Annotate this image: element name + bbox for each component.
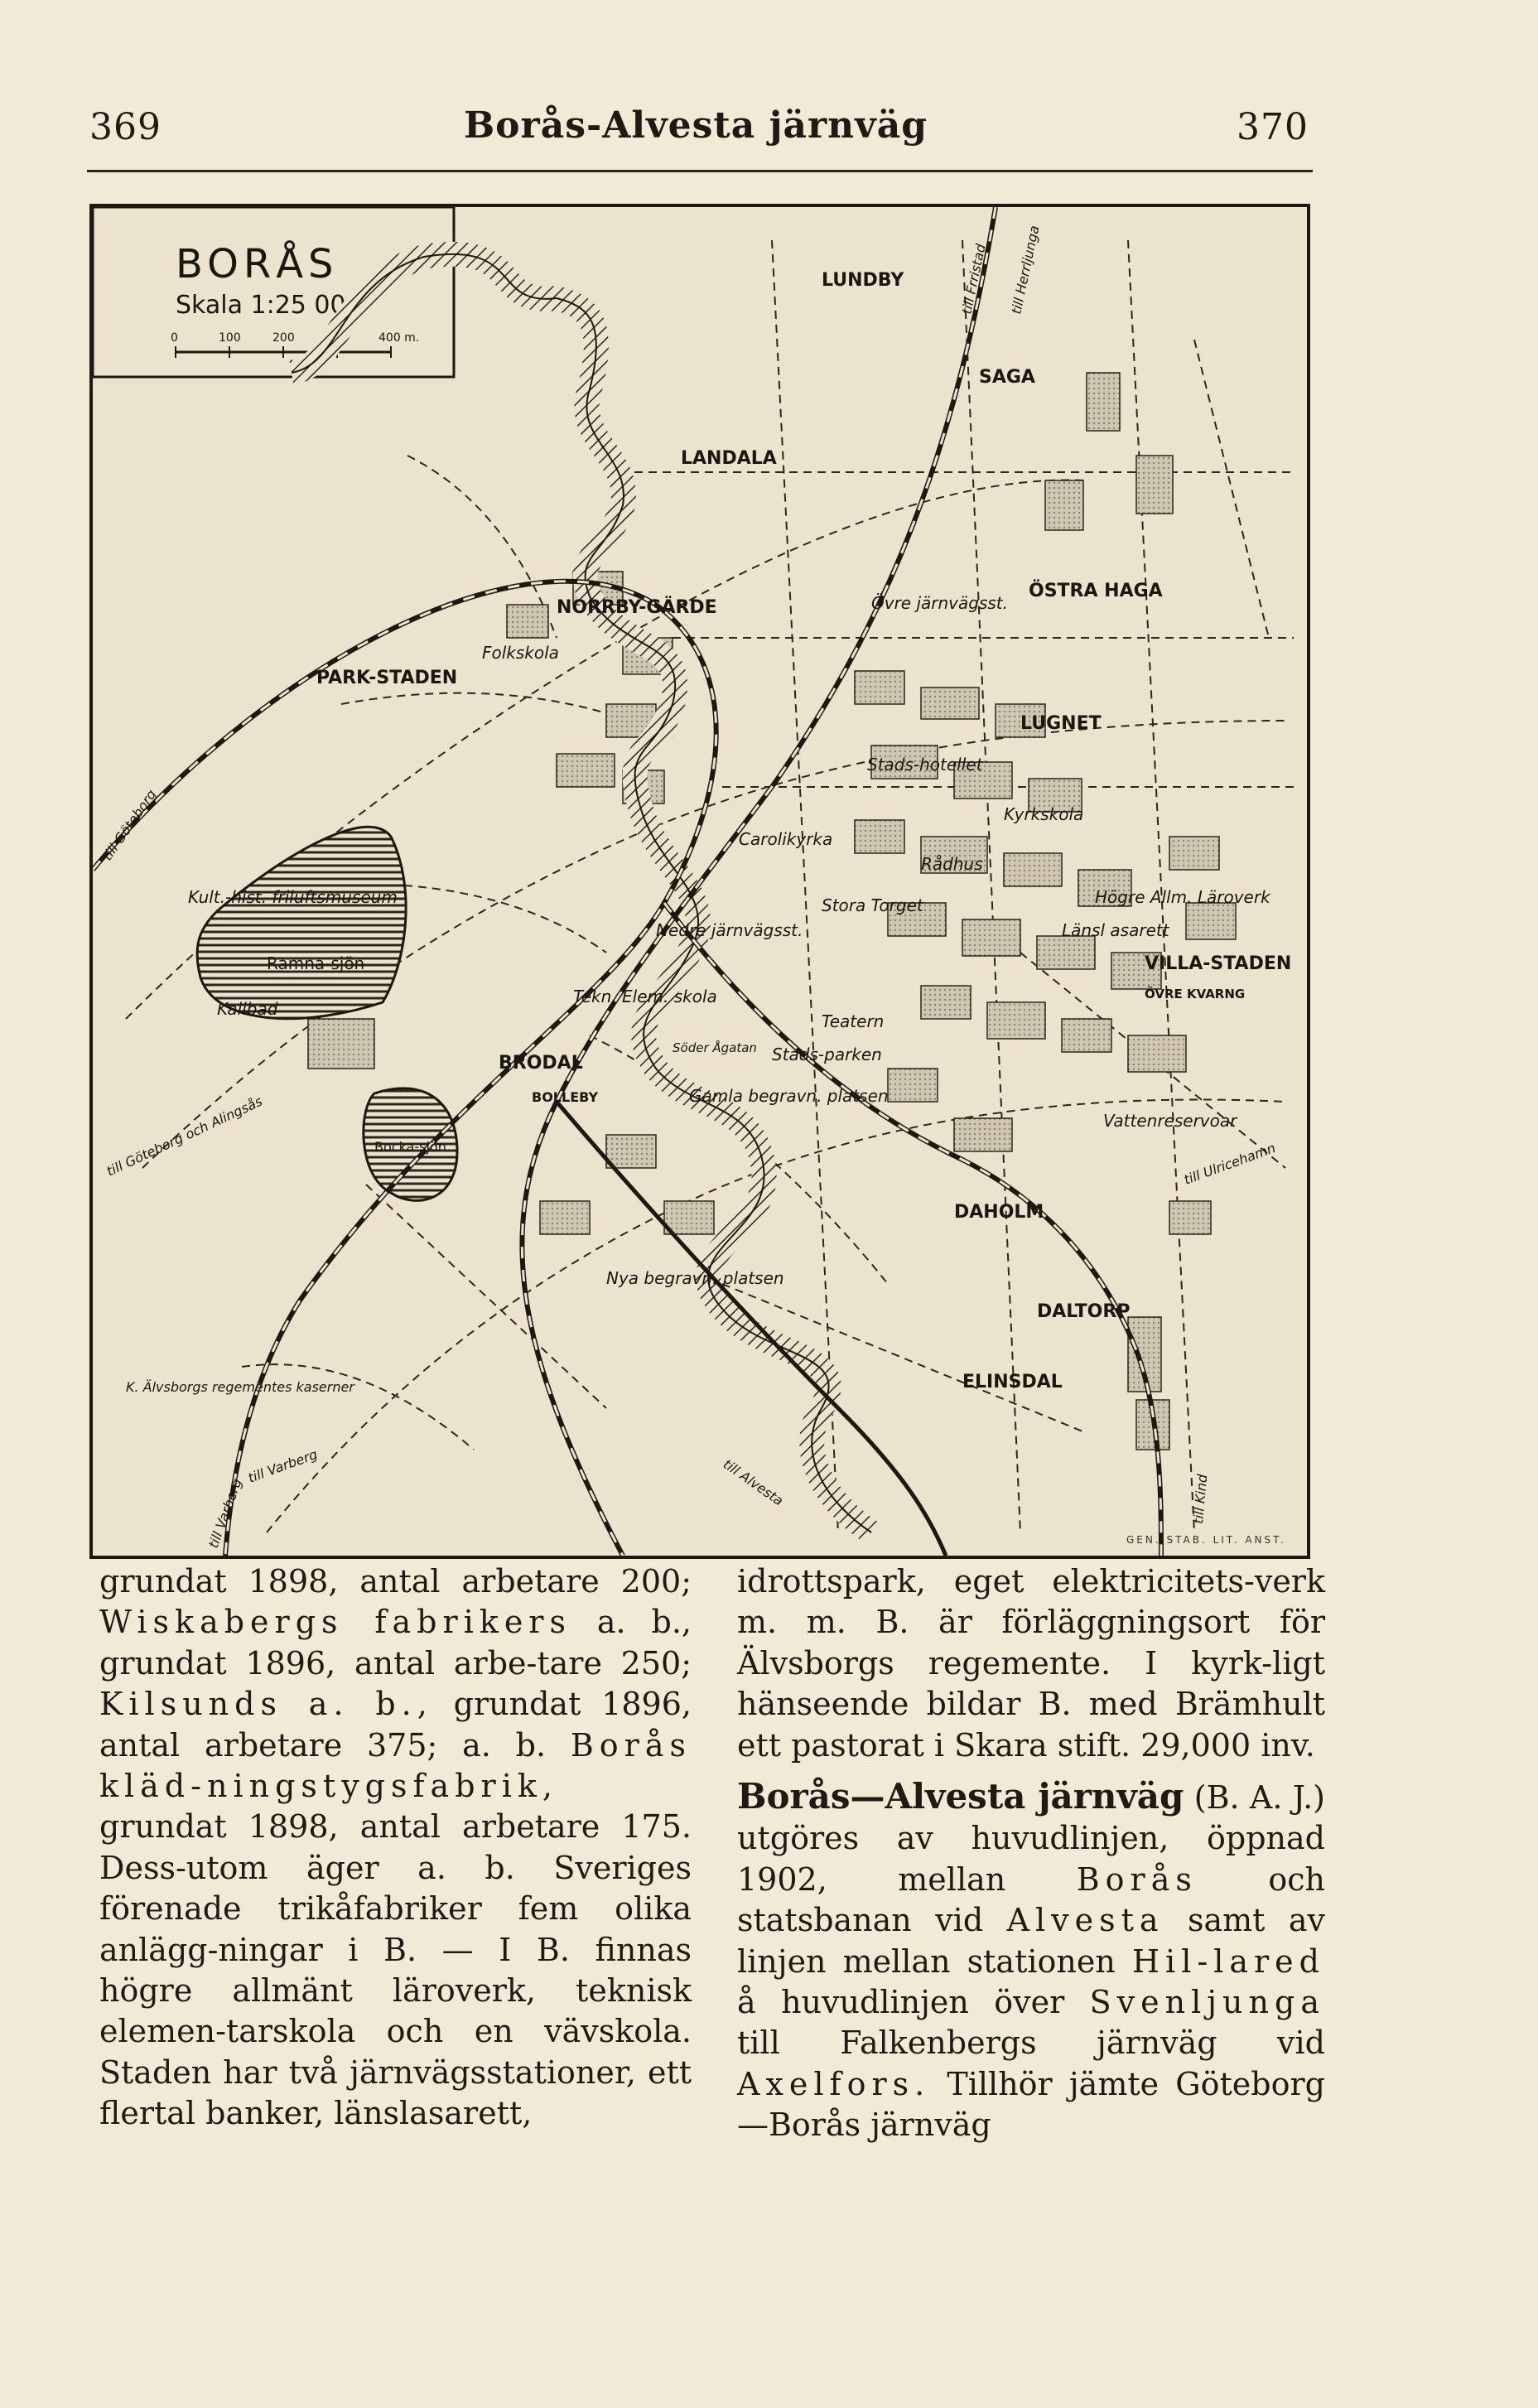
city-blocks: [308, 373, 1236, 1450]
district-label: VILLA-STADEN: [1145, 953, 1292, 974]
place-label: Rådhus: [921, 854, 983, 874]
page-header: [83, 98, 1309, 164]
section-paragraph: Borås—Alvesta järnväg (B. A. J.) utgöres av huvudlinjen, öppnad 1902, mellan Borås och statsbanan vid Alvesta samt av linjen mellan stationen Hil-lared å huvudlinjen över Svenljunga till Falkenbergs järnväg vid Axelfors. Tillhör jämte Göteborg—Borås järnväg: [737, 1776, 1325, 2144]
place-label: Bocka-sjön: [374, 1139, 446, 1155]
place-label: Stora Torget: [822, 895, 923, 915]
place-label: Övre järnvägsst.: [871, 593, 1008, 613]
header-rule: [87, 170, 1313, 172]
road-label: till Kind: [1190, 1473, 1211, 1525]
road-label: till Ulricehamn: [1181, 1140, 1278, 1188]
district-label: BRODAL: [499, 1053, 583, 1074]
road-label: till Alvesta: [720, 1455, 787, 1509]
map-credit: GEN. STAB. LIT. ANST.: [1126, 1534, 1286, 1546]
road-label: till Herrljunga: [1008, 224, 1043, 316]
place-label: Gamla begravn. platsen: [689, 1086, 889, 1106]
place-label: Söder Ågatan: [673, 1040, 757, 1055]
place-label: Kallbad: [217, 999, 278, 1019]
page-number-right: 370: [1237, 106, 1309, 148]
place-label: Länsl asarett: [1062, 920, 1169, 940]
lake-ramnasjon: [197, 827, 406, 1018]
scale-tick: 300: [326, 331, 349, 345]
map-drawing: [93, 207, 1307, 1556]
place-label: Ramna-sjön: [267, 953, 365, 973]
scale-tick: 100: [219, 331, 241, 345]
place-label: Teatern: [822, 1011, 885, 1031]
district-label: PARK-STADEN: [316, 668, 458, 688]
district-label: DALTORP: [1037, 1301, 1131, 1322]
place-label: Högre Allm. Läroverk: [1095, 887, 1270, 907]
text-column-left: [99, 1561, 692, 2135]
body-paragraph: idrottspark, eget elektricitets-verk m. m. B. är förläggningsort för Älvsborgs regemente. I kyrk-ligt hänseende bildar B. med Brämhult ett pastorat i Skara stift. 29,000 inv.: [737, 1563, 1325, 1764]
place-label: Kyrkskola: [1004, 804, 1084, 824]
place-label: Stads-hotellet: [867, 755, 983, 775]
place-label: Carolikyrka: [739, 829, 833, 849]
section-title: Borås—Alvesta järnväg: [737, 1776, 1184, 1817]
body-paragraph: grundat 1898, antal arbetare 200; Wiskabergs fabrikers a. b., grundat 1896, antal arbe-tare 250; Kilsunds a. b., grundat 1896, antal arbetare 375; a. b. Borås kläd-ningstygsfabrik, grundat 1898, antal arbetare 175. Dess-utom äger a. b. Sveriges förenade trikåfabriker fem olika anlägg-ningar i B. — I B. finnas högre allmänt läroverk, teknisk elemen-tarskola och en vävskola. Staden har två järnvägsstationer, ett flertal banker, länslasarett,: [99, 1563, 692, 2132]
scale-tick: 400 m.: [378, 331, 420, 345]
district-label: BOLLEBY: [532, 1089, 599, 1105]
place-label: Tekn. Elem. skola: [573, 987, 717, 1006]
district-label: ÖSTRA HAGA: [1029, 581, 1163, 601]
place-label: Nya begravn. platsen: [606, 1268, 784, 1288]
road-label: till Varberg: [245, 1445, 320, 1486]
place-label: K. Älvsborgs regementes kaserner: [126, 1379, 354, 1395]
place-label: Nedre järnvägsst.: [656, 920, 803, 940]
running-title: Borås-Alvesta järnväg: [463, 104, 928, 147]
place-label: Vattenreservoar: [1103, 1111, 1237, 1131]
district-label: LANDALA: [681, 448, 777, 469]
road-label: till Varberg: [205, 1476, 245, 1551]
district-label: LUGNET: [1020, 713, 1102, 734]
place-label: Kult.-hist. friluftsmuseum: [188, 887, 398, 907]
place-label: Folkskola: [482, 643, 559, 663]
page-number-left: 369: [89, 106, 162, 148]
map-title: BORÅS: [176, 241, 339, 287]
district-label: DAHOLM: [954, 1202, 1044, 1223]
district-label: ÖVRE KVARNG: [1145, 987, 1246, 1001]
road-label: till Göteborg och Alingsås: [104, 1093, 265, 1180]
text-column-right: [737, 1561, 1325, 2146]
district-label: NORRBY-GÄRDE: [557, 597, 717, 618]
map-legend: [93, 207, 454, 377]
place-label: Stads-parken: [772, 1045, 882, 1064]
scale-tick: 0: [171, 331, 178, 345]
map-scale: Skala 1:25 000: [176, 291, 362, 320]
district-label: SAGA: [979, 367, 1035, 388]
city-map: [89, 204, 1310, 1559]
district-label: LUNDBY: [822, 270, 904, 291]
district-label: ELINSDAL: [962, 1372, 1063, 1392]
road-label: till Göteborg: [99, 786, 160, 864]
road-label: till Frristad: [958, 242, 989, 316]
scale-tick: 200: [272, 331, 295, 345]
